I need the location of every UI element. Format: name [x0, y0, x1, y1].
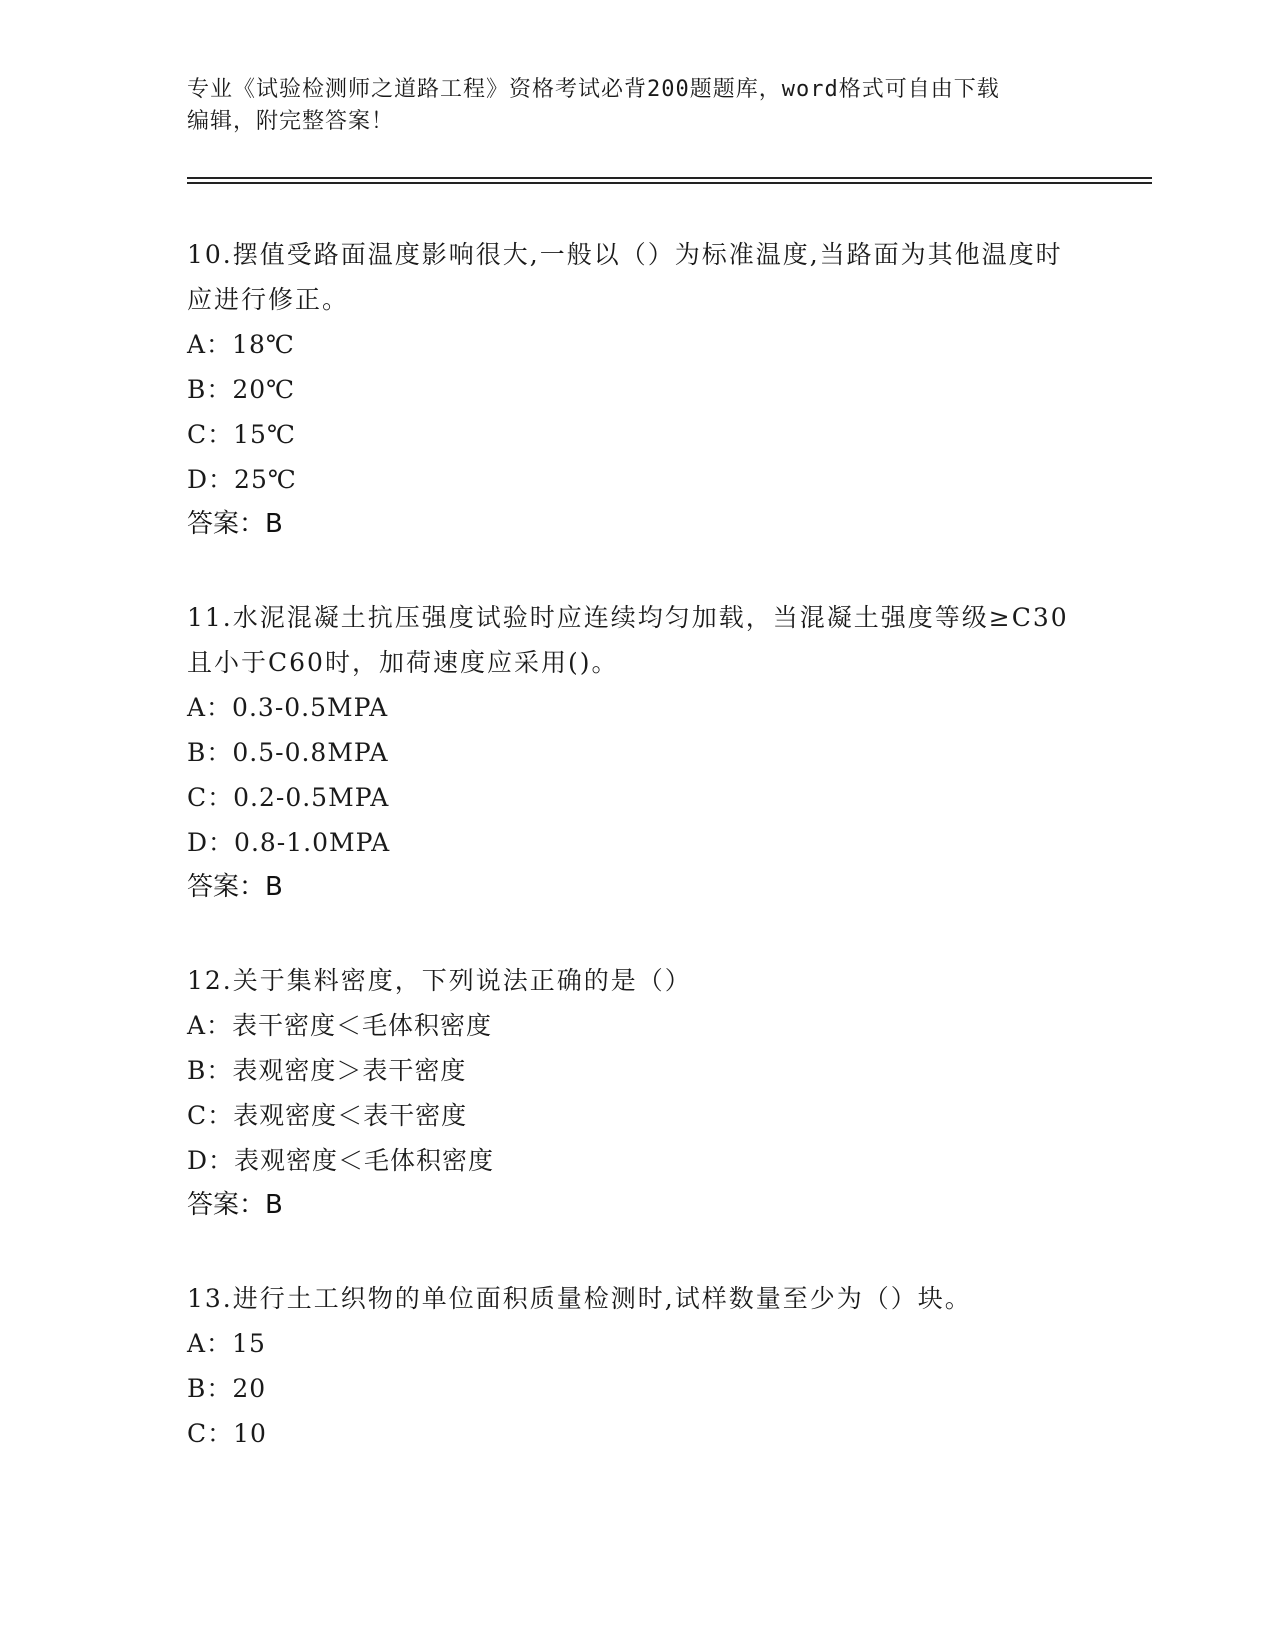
- option-b: B：表观密度＞表干密度: [187, 1056, 467, 1085]
- question-text: 10.摆值受路面温度影响很大,一般以（）为标准温度,当路面为其他温度时应进行修正。: [187, 240, 1063, 314]
- question-10: [187, 232, 1087, 547]
- document-header: [187, 74, 1087, 138]
- question-text: 12.关于集料密度，下列说法正确的是（）: [187, 966, 692, 995]
- option-c: C：10: [187, 1419, 267, 1448]
- question-13: [187, 1276, 1087, 1456]
- question-11: [187, 595, 1087, 910]
- answer-label: 答案：B: [187, 509, 283, 539]
- header-divider-bottom: [187, 182, 1152, 184]
- header-line-2: 编辑，附完整答案！: [187, 109, 395, 134]
- option-b: B：0.5-0.8MPA: [187, 738, 389, 767]
- header-line-1: 专业《试验检测师之道路工程》资格考试必背200题题库，word格式可自由下载: [187, 77, 1000, 102]
- option-b: B：20: [187, 1374, 267, 1403]
- option-d: D：25℃: [187, 465, 297, 494]
- option-d: D：表观密度＜毛体积密度: [187, 1146, 495, 1175]
- option-c: C：表观密度＜表干密度: [187, 1101, 468, 1130]
- option-a: A：18℃: [187, 330, 295, 359]
- answer-label: 答案：B: [187, 872, 283, 902]
- question-12: [187, 958, 1087, 1228]
- option-b: B：20℃: [187, 375, 296, 404]
- answer-label: 答案：B: [187, 1190, 283, 1220]
- question-text: 11.水泥混凝土抗压强度试验时应连续均匀加载，当混凝土强度等级≥C30且小于C60时，加荷速度应采用()。: [187, 603, 1069, 677]
- option-a: A：0.3-0.5MPA: [187, 693, 389, 722]
- option-a: A：表干密度＜毛体积密度: [187, 1011, 493, 1040]
- option-c: C：0.2-0.5MPA: [187, 783, 390, 812]
- option-d: D：0.8-1.0MPA: [187, 828, 391, 857]
- header-divider-top: [187, 177, 1152, 179]
- question-text: 13.进行土工织物的单位面积质量检测时,试样数量至少为（）块。: [187, 1284, 972, 1313]
- option-a: A：15: [187, 1329, 266, 1358]
- option-c: C：15℃: [187, 420, 296, 449]
